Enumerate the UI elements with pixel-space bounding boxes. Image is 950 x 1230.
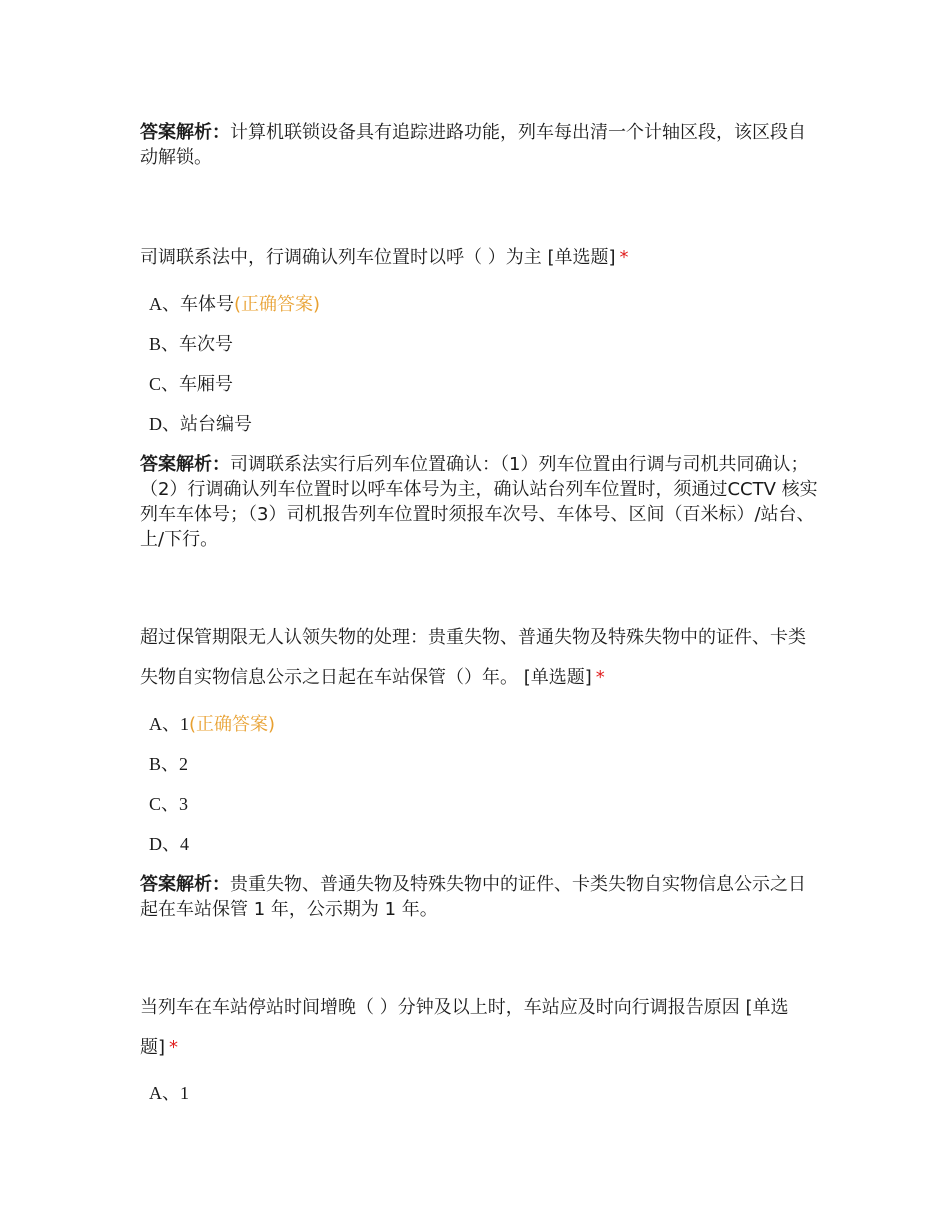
option-text: 站台编号 [180, 414, 252, 435]
analysis-label: 答案解析： [140, 874, 230, 895]
option-letter: B、 [149, 334, 180, 354]
option-item [149, 712, 275, 737]
correct-answer-tag: (正确答案) [189, 714, 276, 735]
correct-answer-tag: (正确答案) [234, 294, 321, 315]
answer-analysis [140, 452, 820, 552]
option-text: 2 [179, 754, 189, 774]
question-text: 超过保管期限无人认领失物的处理：贵重失物、普通失物及特殊失物中的证件、卡类失物自实物信息公示之日起在车站保管（）年。 [单选题] [140, 627, 806, 688]
analysis-text: 司调联系法实行后列车位置确认：（1）列车位置由行调与司机共同确认；（2）行调确认列车位置时以呼车体号为主，确认站台列车位置时，须通过CCTV 核实列车车体号；（3）司机报告列车位置时须报车次号、车体号、区间（百米标）/站台、上/下行。 [140, 454, 818, 550]
option-letter: A、 [149, 294, 180, 314]
answer-analysis [140, 120, 820, 170]
option-letter: C、 [149, 374, 180, 394]
option-text: 3 [179, 794, 189, 814]
option-item [149, 792, 188, 817]
option-text: 4 [180, 834, 189, 854]
option-text: 车厢号 [179, 374, 234, 395]
option-item [149, 832, 189, 857]
option-item [149, 332, 233, 357]
option-letter: A、 [149, 1083, 180, 1103]
question-text: 司调联系法中，行调确认列车位置时以呼（ ）为主 [单选题] [140, 247, 616, 268]
option-text: 车次号 [179, 334, 234, 355]
analysis-label: 答案解析： [140, 454, 230, 475]
option-item [149, 752, 188, 777]
option-text: 1 [180, 1083, 189, 1103]
question-title [140, 988, 820, 1068]
option-letter: C、 [149, 794, 180, 814]
option-item [149, 292, 320, 317]
option-text: 车体号 [180, 294, 234, 315]
analysis-label: 答案解析： [140, 122, 230, 143]
option-item [149, 412, 252, 437]
option-text: 1 [180, 714, 189, 734]
required-mark: * [169, 1037, 179, 1058]
question-title [140, 618, 820, 698]
option-letter: D、 [149, 834, 180, 854]
analysis-text: 计算机联锁设备具有追踪进路功能，列车每出清一个计轴区段，该区段自动解锁。 [140, 122, 806, 168]
question-text: 当列车在车站停站时间增晚（ ）分钟及以上时，车站应及时向行调报告原因 [单选题] [140, 997, 789, 1058]
analysis-text: 贵重失物、普通失物及特殊失物中的证件、卡类失物自实物信息公示之日起在车站保管 1 年，公示期为 1 年。 [140, 874, 806, 920]
required-mark: * [619, 247, 629, 268]
option-letter: A、 [149, 714, 180, 734]
option-letter: B、 [149, 754, 180, 774]
answer-analysis [140, 872, 820, 922]
option-item [149, 372, 233, 397]
option-item [149, 1081, 189, 1106]
option-letter: D、 [149, 414, 180, 434]
question-title [140, 238, 820, 278]
required-mark: * [595, 667, 605, 688]
